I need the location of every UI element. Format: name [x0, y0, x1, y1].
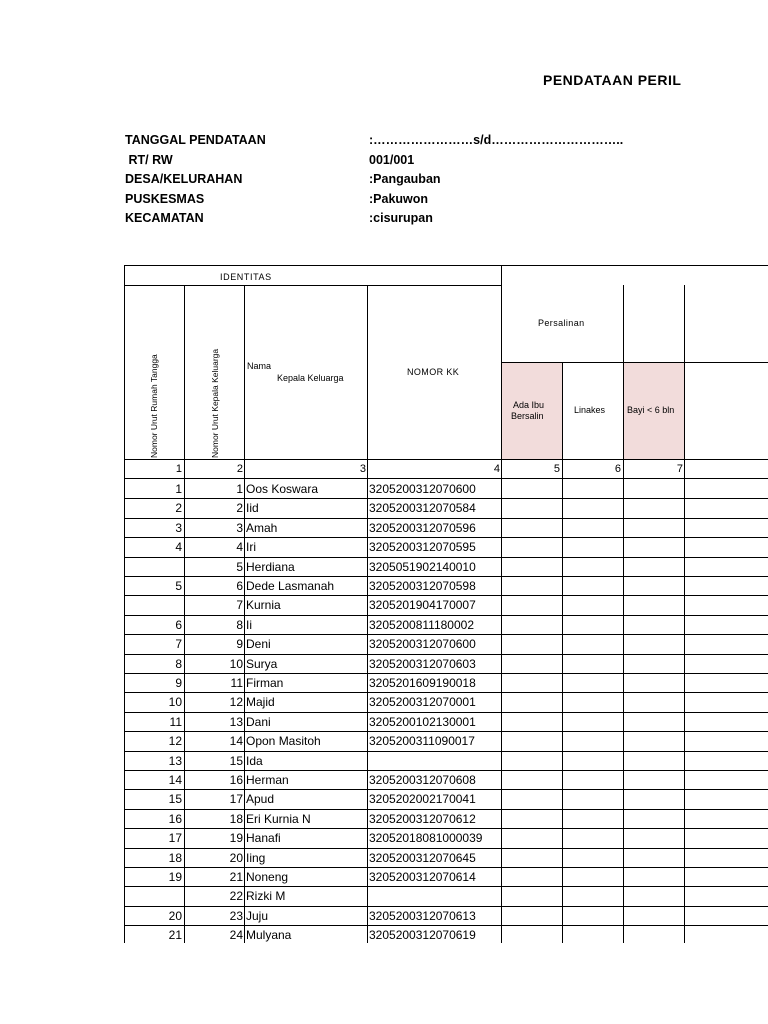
nama-cell: Oos Koswara	[246, 482, 319, 496]
nomor-kk-cell: 3205200312070600	[369, 482, 476, 496]
kk-number-cell: 15	[229, 753, 243, 768]
row-divider	[124, 731, 768, 732]
nomor-kk-cell: 3205201904170007	[369, 598, 476, 613]
nama-cell: Firman	[246, 676, 284, 690]
table-border	[124, 478, 768, 479]
nomor-kk-cell: 3205200312070612	[369, 811, 476, 826]
kk-number-cell: 23	[229, 908, 243, 923]
meta-value: :cisurupan	[369, 211, 433, 225]
meta-label: TANGGAL PENDATAAN	[125, 133, 266, 147]
nama-cell: Dani	[246, 714, 271, 729]
row-divider	[124, 867, 768, 868]
rt-number-cell: 7	[175, 637, 182, 652]
nomor-kk-cell: 3205200102130001	[369, 714, 476, 729]
header-ada-ibu: Ada Ibu	[513, 400, 545, 410]
rt-number-cell: 17	[168, 831, 182, 846]
table-border	[124, 265, 768, 266]
kk-number-cell: 19	[229, 831, 243, 846]
rt-number-cell: 15	[168, 792, 182, 807]
nama-cell: Mulyana	[246, 928, 292, 943]
kk-number-cell: 14	[229, 734, 243, 749]
nomor-kk-cell: 3205200312070608	[369, 773, 476, 787]
column-divider	[244, 285, 245, 943]
rt-number-cell: 2	[175, 501, 182, 516]
row-divider	[124, 770, 768, 771]
meta-label: DESA/KELURAHAN	[125, 172, 243, 186]
nama-cell: Herdiana	[246, 559, 295, 574]
rt-number-cell: 9	[175, 676, 182, 690]
nama-cell: Eri Kurnia N	[246, 811, 311, 826]
nama-cell: Iri	[246, 540, 256, 555]
header-bayi: Bayi < 6 bln	[627, 405, 675, 415]
nomor-kk-cell: 3205200311090017	[369, 734, 475, 749]
rt-number-cell: 10	[168, 695, 182, 710]
rt-number-cell: 5	[175, 579, 182, 593]
nama-cell: Surya	[246, 656, 278, 671]
nama-cell: Ida	[246, 753, 263, 768]
meta-label: RT/ RW	[125, 152, 173, 167]
nomor-kk-cell: 3205200312070603	[369, 656, 476, 671]
nama-cell: Hanafi	[246, 831, 281, 846]
nama-cell: Apud	[246, 792, 275, 807]
row-divider	[124, 576, 768, 577]
kk-number-cell: 10	[229, 656, 243, 671]
row-divider	[124, 518, 768, 519]
table-border	[124, 285, 502, 286]
row-divider	[124, 557, 768, 558]
kk-number-cell: 16	[229, 773, 243, 787]
nama-cell: Deni	[246, 637, 271, 652]
nama-cell: Iing	[246, 850, 266, 865]
row-divider	[124, 925, 768, 926]
nomor-kk-cell: 3205200312070614	[369, 870, 476, 884]
nomor-kk-cell: 3205200312070596	[369, 520, 476, 535]
row-divider	[124, 809, 768, 810]
column-number: 1	[175, 463, 182, 475]
column-divider	[501, 265, 502, 943]
meta-value: :Pangauban	[369, 172, 441, 186]
kk-number-cell: 21	[229, 870, 243, 884]
kk-number-cell: 4	[236, 540, 243, 555]
column-number: 3	[359, 463, 366, 475]
rt-number-cell: 8	[175, 656, 182, 671]
rt-number-cell: 4	[175, 540, 182, 555]
row-divider	[124, 886, 768, 887]
rt-number-cell: 13	[168, 753, 182, 768]
kk-number-cell: 5	[236, 559, 243, 574]
rt-number-cell: 11	[169, 714, 182, 729]
row-divider	[124, 828, 768, 829]
meta-value: :Pakuwon	[369, 191, 429, 206]
page-title: PENDATAAN PERIL	[543, 72, 682, 88]
column-number: 6	[614, 463, 621, 475]
nomor-kk-cell: 3205202002170041	[369, 792, 476, 807]
row-divider	[124, 692, 768, 693]
kk-number-cell: 9	[236, 637, 243, 652]
kk-number-cell: 17	[229, 792, 243, 807]
rt-number-cell: 19	[168, 870, 182, 884]
nomor-kk-cell: 3205201609190018	[369, 676, 476, 690]
column-number: 5	[553, 463, 560, 475]
nomor-kk-cell: 32052018081000039	[369, 831, 483, 846]
nama-cell: Majid	[246, 695, 275, 710]
column-number: 2	[236, 463, 243, 475]
kk-number-cell: 22	[229, 889, 243, 904]
meta-value: :……………………s/d…………………………..	[369, 133, 624, 147]
kk-number-cell: 7	[236, 598, 243, 613]
header-linakes: Linakes	[574, 405, 606, 415]
nama-cell: Rizki M	[246, 889, 286, 904]
row-divider	[124, 615, 768, 616]
header-nomor-kk: NOMOR KK	[407, 367, 460, 377]
row-divider	[124, 848, 768, 849]
row-divider	[124, 673, 768, 674]
table-border	[502, 362, 768, 363]
column-number: 7	[676, 463, 683, 475]
nama-cell: Dede Lasmanah	[246, 579, 335, 593]
nama-cell: Ii	[246, 617, 252, 632]
nama-cell: Kurnia	[246, 598, 281, 613]
nama-cell: Opon Masitoh	[246, 734, 321, 749]
nomor-kk-cell: 3205200312070598	[369, 579, 476, 593]
rt-number-cell: 6	[175, 617, 182, 632]
nomor-kk-cell: 3205200312070584	[369, 501, 476, 516]
header-nomor-urut-rumah-tangga: Nomor Urut Rumah Tangga	[149, 354, 159, 458]
header-nama: Nama	[247, 361, 272, 371]
row-divider	[124, 634, 768, 635]
nomor-kk-cell: 3205200811180002	[369, 617, 474, 632]
kk-number-cell: 6	[236, 579, 243, 593]
rt-number-cell: 14	[168, 773, 182, 787]
nomor-kk-cell: 3205200312070619	[369, 928, 476, 943]
header-kepala-keluarga: Kepala Keluarga	[277, 373, 344, 383]
nomor-kk-cell: 3205051902140010	[369, 559, 476, 574]
kk-number-cell: 1	[236, 482, 243, 496]
nomor-kk-cell: 3205200312070645	[369, 850, 476, 865]
row-divider	[124, 537, 768, 538]
row-divider	[124, 712, 768, 713]
row-divider	[124, 654, 768, 655]
rt-number-cell: 16	[168, 811, 182, 826]
table-border	[124, 459, 768, 460]
header-identitas: IDENTITAS	[220, 272, 272, 282]
row-divider	[124, 906, 768, 907]
meta-label: KECAMATAN	[125, 211, 204, 225]
kk-number-cell: 13	[229, 714, 243, 729]
column-divider	[367, 285, 368, 943]
rt-number-cell: 3	[175, 520, 182, 535]
nomor-kk-cell: 3205200312070001	[369, 695, 476, 710]
nomor-kk-cell: 3205200312070613	[369, 908, 476, 923]
kk-number-cell: 3	[236, 520, 243, 535]
table-border	[124, 265, 125, 943]
kk-number-cell: 2	[236, 501, 243, 516]
header-bersalin: Bersalin	[511, 411, 544, 421]
nomor-kk-cell: 3205200312070600	[369, 637, 476, 652]
nama-cell: Iid	[246, 501, 259, 516]
nama-cell: Amah	[246, 520, 278, 535]
column-divider	[684, 285, 685, 943]
kk-number-cell: 12	[229, 695, 243, 710]
rt-number-cell: 21	[168, 928, 182, 943]
nomor-kk-cell: 3205200312070595	[369, 540, 476, 555]
rt-number-cell: 12	[168, 734, 182, 749]
column-number: 4	[493, 463, 500, 475]
column-divider	[184, 285, 185, 943]
meta-value: 001/001	[369, 152, 415, 167]
kk-number-cell: 18	[229, 811, 243, 826]
nama-cell: Noneng	[246, 870, 289, 884]
kk-number-cell: 24	[229, 928, 243, 943]
header-nomor-urut-kepala-keluarga: Nomor Urut Kepala Keluarga	[210, 348, 220, 458]
header-persalinan: Persalinan	[538, 318, 585, 328]
row-divider	[124, 595, 768, 596]
rt-number-cell: 20	[168, 908, 182, 923]
row-divider	[124, 789, 768, 790]
column-divider	[623, 285, 624, 943]
row-divider	[124, 498, 768, 499]
kk-number-cell: 8	[236, 617, 243, 632]
nama-cell: Herman	[246, 773, 289, 787]
kk-number-cell: 20	[229, 850, 243, 865]
kk-number-cell: 11	[230, 676, 243, 690]
row-divider	[124, 751, 768, 752]
column-divider	[562, 362, 563, 943]
rt-number-cell: 18	[168, 850, 182, 865]
meta-label: PUSKESMAS	[125, 191, 205, 206]
rt-number-cell: 1	[175, 482, 182, 496]
nama-cell: Juju	[246, 908, 269, 923]
